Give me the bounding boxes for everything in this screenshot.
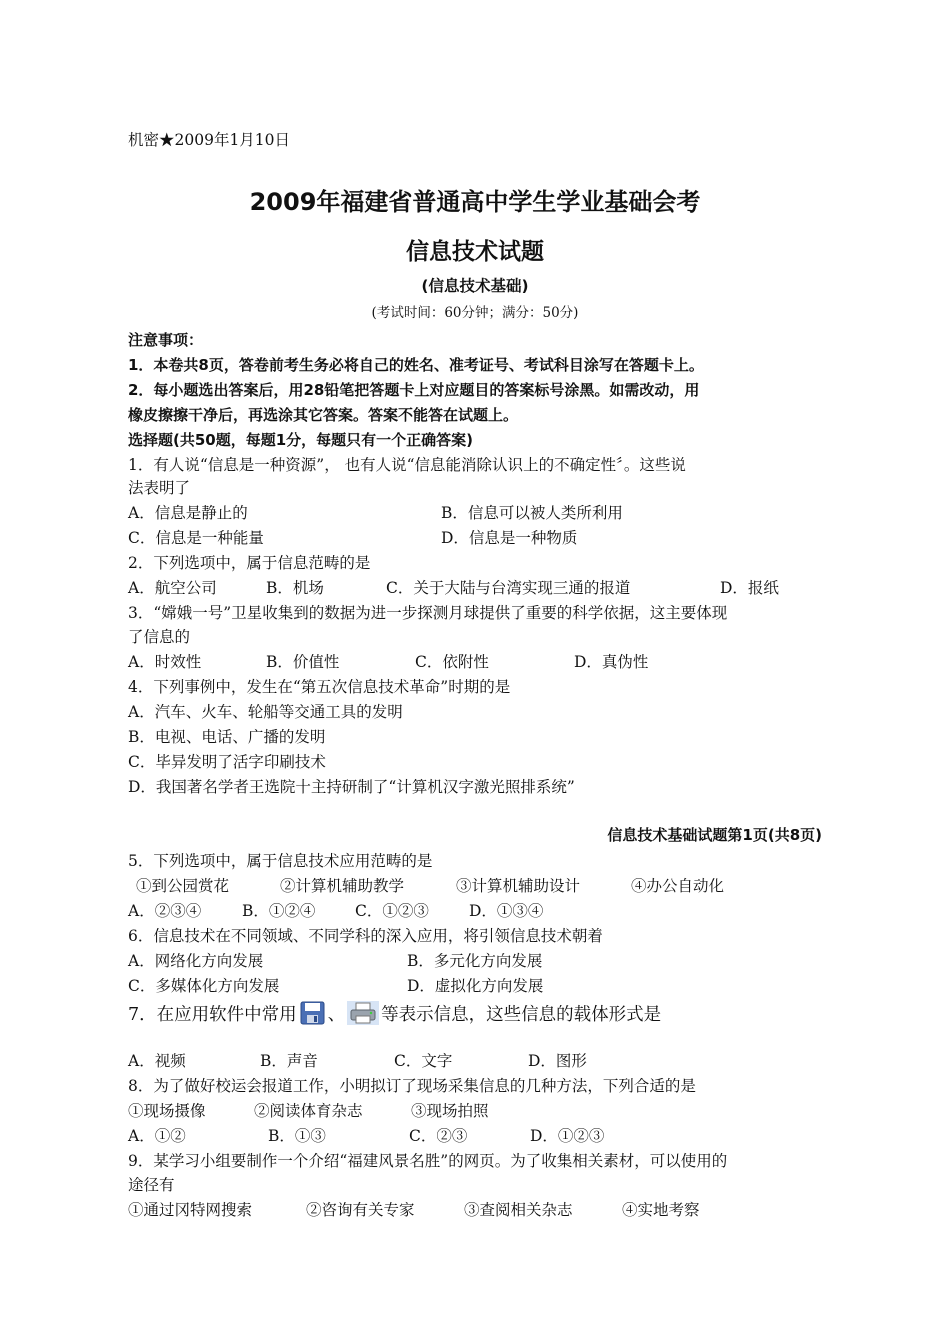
exam-subtitle: 信息技术试题 — [406, 239, 544, 265]
q8-option-d: D．①②③ — [530, 1127, 605, 1145]
q3-option-b: B．价值性 — [266, 653, 340, 671]
q3-option-a: A．时效性 — [128, 653, 202, 671]
q2-option-a: A．航空公司 — [128, 579, 217, 597]
q6-stem: 6．信息技术在不同领域、不同学科的深入应用，将引领信息技术朝着 — [128, 927, 603, 945]
q1-stem-line-2: 法表明了 — [128, 479, 191, 497]
exam-section: (信息技术基础) — [421, 277, 529, 295]
exam-title: 2009年福建省普通高中学生学业基础会考 — [249, 188, 701, 216]
q7-stem-post: 等表示信息，这些信息的载体形式是 — [381, 1005, 662, 1025]
q3-stem-line-1: 3．“嫦娥一号”卫星收集到的数据为进一步探测月球提供了重要的科学依据，这主要体现 — [128, 604, 728, 622]
section-heading: 选择题(共50题，每题1分，每题只有一个正确答案) — [128, 431, 474, 449]
q3-option-c: C．依附性 — [415, 653, 489, 671]
q7-option-a: A．视频 — [128, 1052, 186, 1070]
q9-stem-line-2: 途径有 — [128, 1176, 175, 1194]
q7-option-d: D．图形 — [528, 1052, 587, 1070]
q9-stem-line-1: 9．某学习小组要制作一个介绍“福建风景名胜”的网页。为了收集相关素材，可以使用的 — [128, 1152, 728, 1170]
q3-stem-line-2: 了信息的 — [128, 628, 191, 646]
q9-item-2: ②咨询有关专家 — [306, 1201, 415, 1219]
q5-stem: 5．下列选项中，属于信息技术应用范畴的是 — [128, 852, 433, 870]
q6-option-a: A．网络化方向发展 — [128, 952, 264, 970]
q7-stem-sep: 、 — [327, 1005, 346, 1025]
q8-item-3: ③现场拍照 — [411, 1102, 489, 1120]
q5-option-d: D．①③④ — [469, 902, 544, 920]
q7-option-c: C．文字 — [394, 1052, 453, 1070]
q4-option-d: D．我国著名学者王选院十主持研制了“计算机汉字激光照排系统” — [128, 778, 575, 796]
q7-stem — [128, 1001, 661, 1028]
q5-item-4: ④办公自动化 — [631, 877, 725, 895]
q9-item-3: ③查阅相关杂志 — [464, 1201, 573, 1219]
q8-stem: 8．为了做好校运会报道工作，小明拟订了现场采集信息的几种方法，下列合适的是 — [128, 1077, 696, 1095]
q5-option-b: B．①②④ — [242, 902, 316, 920]
q4-option-c: C．毕异发明了活字印刷技术 — [128, 753, 326, 771]
q8-option-c: C．②③ — [409, 1127, 468, 1145]
q6-option-b: B．多元化方向发展 — [407, 952, 543, 970]
q8-option-b: B．①③ — [268, 1127, 326, 1145]
q7-stem-pre: 7．在应用软件中常用 — [128, 1005, 297, 1025]
q1-option-a: A．信息是静止的 — [128, 504, 248, 522]
q5-option-a: A．②③④ — [128, 902, 202, 920]
q2-option-d: D．报纸 — [720, 579, 779, 597]
q9-item-1: ①通过冈特网搜索 — [128, 1201, 253, 1219]
q4-stem: 4．下列事例中，发生在“第五次信息技术革命”时期的是 — [128, 678, 511, 696]
q2-option-b: B．机场 — [266, 579, 324, 597]
q9-item-4: ④实地考察 — [622, 1201, 700, 1219]
notes-heading: 注意事项： — [128, 331, 204, 349]
q1-stem-line-1: 1．有人说“信息是一种资源”， 也有人说“信息能消除认识上的不确定性〞。这些说 — [128, 456, 686, 474]
q6-option-d: D．虚拟化方向发展 — [407, 977, 544, 995]
q1-option-c: C．信息是一种能量 — [128, 529, 264, 547]
q5-option-c: C．①②③ — [355, 902, 429, 920]
save-icon — [299, 1001, 326, 1025]
q8-item-2: ②阅读体育杂志 — [254, 1102, 363, 1120]
q2-stem: 2．下列选项中，属于信息范畴的是 — [128, 554, 371, 572]
print-icon — [347, 1001, 379, 1025]
q8-option-a: A．①② — [128, 1127, 186, 1145]
q3-option-d: D．真伪性 — [574, 653, 649, 671]
q5-item-1: ①到公园赏花 — [136, 877, 230, 895]
confidential-date-line: 机密★2009年1月10日 — [128, 131, 291, 149]
notes-item-2-line-1: 2．每小题选出答案后，用28铅笔把答题卡上对应题目的答案标号涂黑。如需改动，用 — [128, 381, 700, 399]
notes-item-2-line-2: 橡皮擦擦干净后，再选涂其它答案。答案不能答在试题上。 — [128, 406, 519, 424]
q4-option-b: B．电视、电话、广播的发明 — [128, 728, 326, 746]
q7-option-b: B．声音 — [260, 1052, 318, 1070]
q4-option-a: A．汽车、火车、轮船等交通工具的发明 — [128, 703, 403, 721]
q5-item-2: ②计算机辅助教学 — [280, 877, 405, 895]
q1-option-b: B．信息可以被人类所利用 — [441, 504, 623, 522]
page-footer: 信息技术基础试题第1页(共8页) — [607, 826, 822, 844]
q6-option-c: C．多媒体化方向发展 — [128, 977, 280, 995]
notes-item-1: 1．本卷共8页，答卷前考生务必将自己的姓名、准考证号、考试科目涂写在答题卡上。 — [128, 356, 704, 374]
q5-item-3: ③计算机辅助设计 — [456, 877, 581, 895]
exam-info: (考试时间：60分钟；满分：50分) — [371, 305, 579, 321]
q1-option-d: D．信息是一种物质 — [441, 529, 578, 547]
q8-item-1: ①现场摄像 — [128, 1102, 206, 1120]
q2-option-c: C．关于大陆与台湾实现三通的报道 — [386, 579, 631, 597]
